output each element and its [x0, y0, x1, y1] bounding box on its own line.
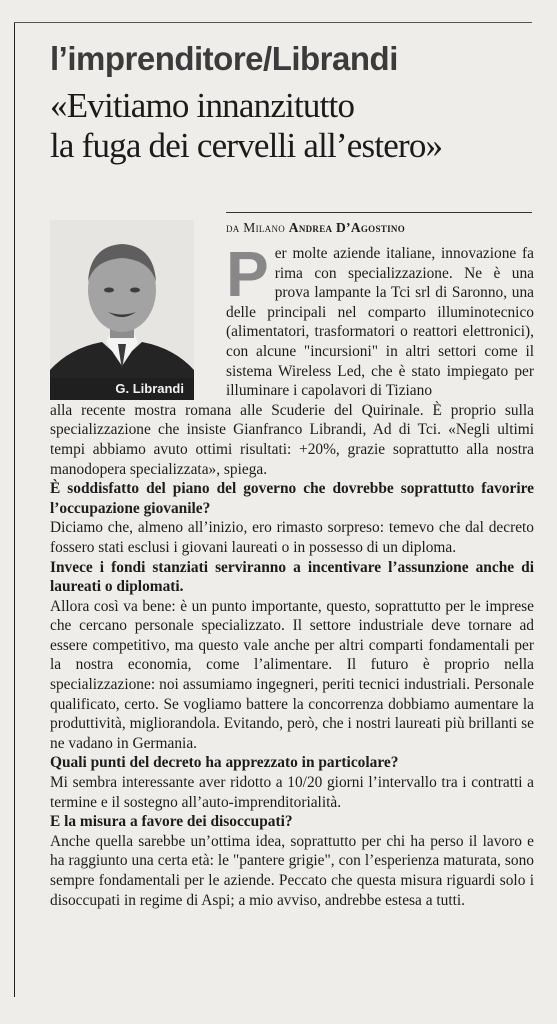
kicker: l’imprenditore/Librandi [50, 40, 398, 77]
byline [226, 220, 405, 236]
question: È soddisfatto del piano del governo che dovrebbe soprattutto favorire l’occupazione giovanile? [50, 480, 534, 517]
article [50, 24, 534, 909]
byline-rule [226, 212, 532, 213]
lead-continued: alla recente mostra romana alle Scuderie del Quirinale. È proprio sulla specializzazione che insiste Gianfranco Librandi, Ad di Tci. «Negli ultimi tempi abbiamo avuto ottimi risultati: +20%, grazie soprattutto alla nostra manodopera specializzata», spiega. [50, 401, 534, 478]
question: Invece i fondi stanziati serviranno a incentivare l’assunzione anche di laureati o diplomati. [50, 558, 534, 596]
lead-text: er molte aziende italiane, innovazione fa rima con specializzazione. Ne è una prova lampante la Tci srl di Saronno, una delle principali nel comparto illuminotecnico (alimentatori, trasformatori o reattori elettronici), con alcune "incursioni" in altri settori come il sistema Wireless Led, che è stato impiegato per illuminare i capolavori di Tiziano [226, 245, 534, 400]
byline-prefix: da Milano [226, 220, 286, 235]
headline-line-2: la fuga dei cervelli all’estero» [50, 126, 443, 165]
column-rule-top [14, 22, 532, 23]
drop-cap: P [226, 238, 269, 310]
headline-line-1: «Evitiamo innanzitutto [50, 86, 355, 125]
answer: Diciamo che, almeno all’inizio, ero rimasto sorpreso: temevo che dal decreto fossero stati esclusi i giovani laureati o in possesso di un diploma. [50, 519, 534, 556]
answer: Mi sembra interessante aver ridotto a 10/20 giorni l’intervallo tra i contratti a termine e il sostegno all’auto-imprenditorialità. [50, 774, 534, 811]
question: Quali punti del decreto ha apprezzato in particolare? [50, 754, 399, 772]
article-body [50, 238, 534, 910]
photo-caption: G. Librandi [50, 378, 194, 400]
column-rule-left [14, 22, 15, 997]
byline-author: Andrea D’Agostino [288, 220, 405, 235]
lead-paragraph [50, 238, 534, 401]
answer: Anche quella sarebbe un’ottima idea, soprattutto per chi ha perso il lavoro e ha raggiunto una certa età: le "pantere grigie", con l’esperienza maturata, sono sempre fondamentali per le aziende. Peccato che questa misura riguardi solo i disoccupati in regime di Aspi; a mio avviso, andrebbe estesa a tutti. [50, 832, 534, 909]
question: E la misura a favore dei disoccupati? [50, 813, 293, 831]
answer: Allora così va bene: è un punto importante, questo, soprattutto per le imprese che cercano personale specializzato. Il settore industriale deve tornare ad essere competitivo, ma questo vale anche per altri comparti fondamentali per la nostra economia, come l’alimentare. Il futuro è proprio nella specializzazione: noi assumiamo ingegneri, periti tecnici industriali. Personale qualificato, certo. Se vogliamo battere la concorrenza dobbiamo aumentare la produttività, migliorandola. Evitando, però, che i nostri laureati più brillanti se ne vadano in Germania. [50, 597, 534, 752]
headline [50, 86, 534, 166]
